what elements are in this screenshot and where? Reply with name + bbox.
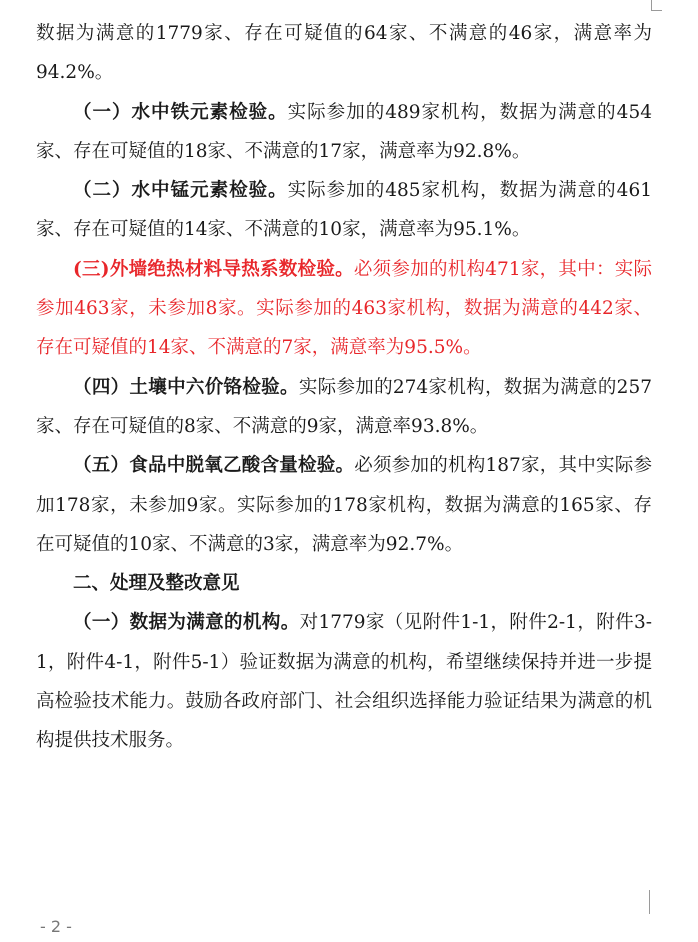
paragraph-manganese-test — [36, 171, 652, 250]
paragraph-iron-test — [36, 93, 652, 172]
paragraph-chromium-test — [36, 368, 652, 447]
document-body — [36, 14, 652, 761]
paragraph-text: 对1779家（见附件1-1，附件2-1，附件3-1，附件4-1，附件5-1）验证数据为满意的机构，希望继续保持并进一步提高检验技术能力。鼓励各政府部门、社会组织选择能力验证结果为满意的机构提供技术服务。 — [36, 612, 652, 752]
paragraph-lead: （一）数据为满意的机构。 — [73, 612, 300, 634]
paragraph-text: 必须参加的机构187家，其中实际参加178家，未参加9家。实际参加的178家机构，数据为满意的165家、存在可疑值的10家、不满意的3家，满意率为92.7%。 — [36, 455, 652, 555]
paragraph-insulation-test — [36, 250, 652, 368]
paragraph-lead: （五）食品中脱氧乙酸含量检验。 — [73, 455, 355, 477]
paragraph-lead: (三)外墙绝热材料导热系数检验。 — [73, 258, 354, 280]
page-corner-mark — [649, 890, 662, 914]
paragraph-lead: （二）水中锰元素检验。 — [73, 180, 288, 202]
paragraph-text: 必须参加的机构471家，其中：实际参加463家，未参加8家。实际参加的463家机构，数据为满意的442家、存在可疑值的14家、不满意的7家，满意率为95.5%。 — [36, 258, 653, 359]
paragraph-text: 实际参加的485家机构，数据为满意的461家、存在可疑值的14家、不满意的10家，满意率为95.1%。 — [36, 180, 652, 241]
paragraph-text: 实际参加的274家机构，数据为满意的257家、存在可疑值的8家、不满意的9家，满意率93.8%。 — [36, 376, 652, 437]
page-corner-mark — [651, 0, 662, 11]
paragraph-food-acid-test — [36, 446, 652, 564]
paragraph-lead: （四）土壤中六价铬检验。 — [73, 376, 299, 398]
page-number: - 2 - — [40, 917, 72, 936]
paragraph-summary — [36, 14, 652, 93]
paragraph-satisfactory-institutions — [36, 603, 652, 760]
paragraph-text: 实际参加的489家机构，数据为满意的454家、存在可疑值的18家、不满意的17家，满意率为92.8%。 — [36, 101, 652, 162]
paragraph-lead: （一）水中铁元素检验。 — [73, 101, 288, 123]
section-heading: 二、处理及整改意见 — [73, 573, 240, 595]
paragraph-text: 数据为满意的1779家、存在可疑值的64家、不满意的46家，满意率为94.2%。 — [36, 23, 652, 84]
